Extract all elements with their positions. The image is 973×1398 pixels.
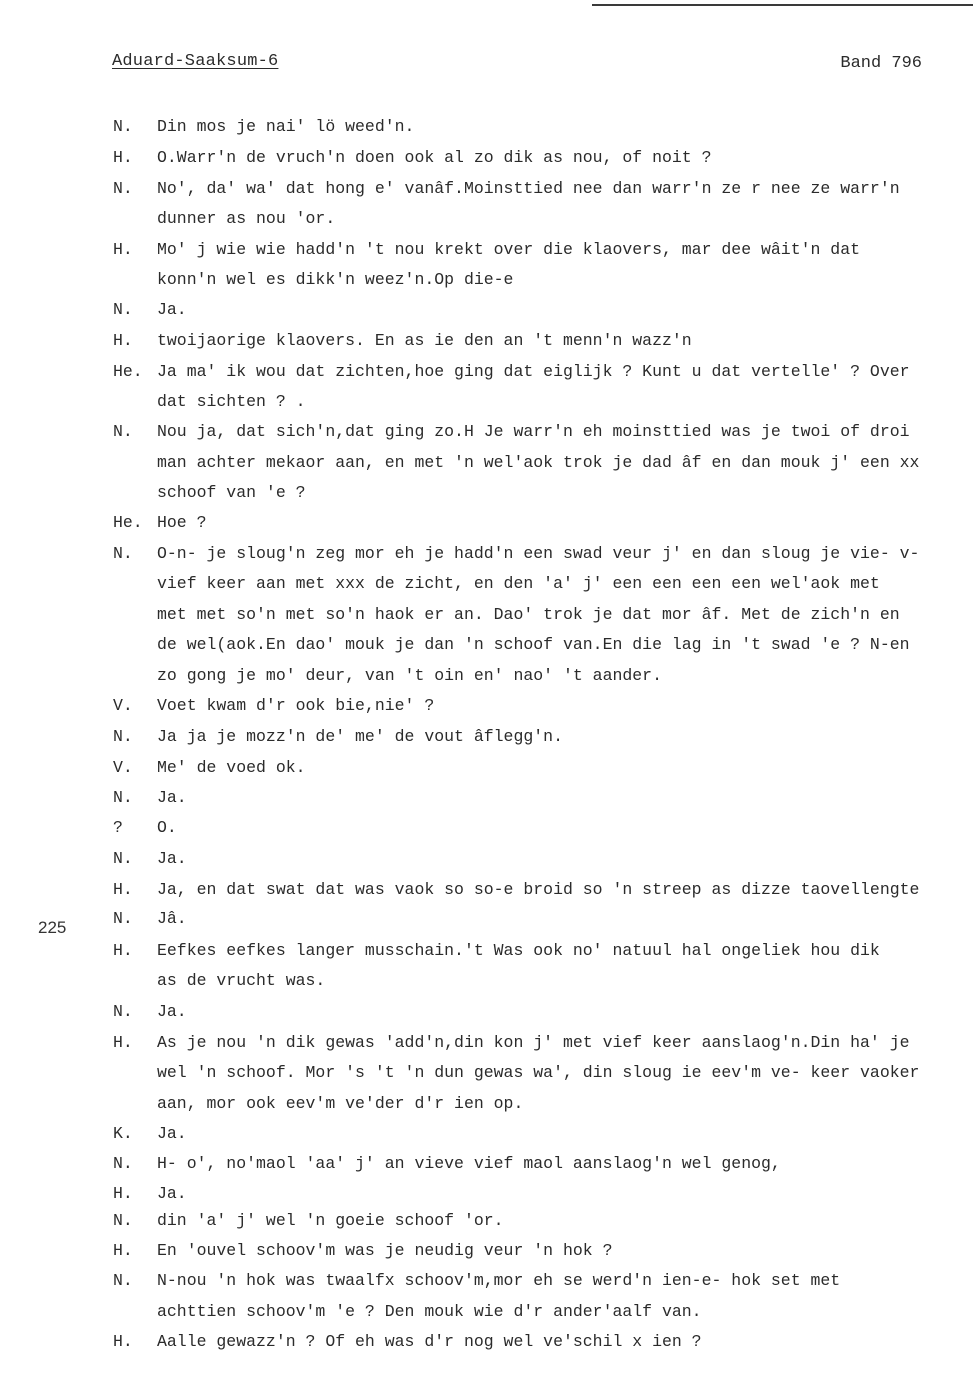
speaker-label: N.	[113, 422, 133, 441]
transcript-line	[0, 146, 973, 170]
utterance-text: As je nou 'n dik gewas 'add'n,din kon j' met vief keer aanslaog'n.Din ha' je	[157, 1033, 910, 1052]
utterance-text: konn'n wel es dikk'n weez'n.Op die-e	[157, 270, 514, 289]
speaker-label: H.	[113, 1184, 133, 1203]
transcript-line	[0, 1269, 973, 1293]
transcript-line	[0, 633, 973, 657]
speaker-label: He.	[113, 362, 143, 381]
speaker-label: H.	[113, 148, 133, 167]
utterance-text: zo gong je mo' deur, van 't oin en' nao' 't aander.	[157, 666, 662, 685]
utterance-text: H- o', no'maol 'aa' j' an vieve vief maol aanslaog'n wel genog,	[157, 1154, 781, 1173]
transcript-line	[0, 542, 973, 566]
utterance-text: Aalle gewazz'n ? Of eh was d'r nog wel ve'schil x ien ?	[157, 1332, 702, 1351]
transcript-line	[0, 907, 973, 931]
transcript-line	[0, 390, 973, 414]
speaker-label: H.	[113, 941, 133, 960]
speaker-label: H.	[113, 331, 133, 350]
transcript-line	[0, 511, 973, 535]
speaker-label: N.	[113, 544, 133, 563]
utterance-text: En 'ouvel schoov'm was je neudig veur 'n hok ?	[157, 1241, 613, 1260]
speaker-label: N.	[113, 1211, 133, 1230]
transcript-line	[0, 298, 973, 322]
transcript-line	[0, 847, 973, 871]
transcript-line	[0, 360, 973, 384]
transcript-line	[0, 756, 973, 780]
transcript-line	[0, 725, 973, 749]
utterance-text: Voet kwam d'r ook bie,nie' ?	[157, 696, 435, 715]
utterance-text: twoijaorige klaovers. En as ie den an 't menn'n wazz'n	[157, 331, 692, 350]
transcript-line	[0, 329, 973, 353]
utterance-text: met met so'n met so'n haok er an. Dao' trok je dat mor âf. Met de zich'n en	[157, 605, 900, 624]
transcript-line	[0, 420, 973, 444]
utterance-text: Jâ.	[157, 909, 187, 928]
speaker-label: N.	[113, 849, 133, 868]
speaker-label: N.	[113, 179, 133, 198]
utterance-text: wel 'n schoof. Mor 's 't 'n dun gewas wa', din sloug ie eev'm ve- keer vaoker	[157, 1063, 920, 1082]
utterance-text: de wel(aok.En dao' mouk je dan 'n schoof van.En die lag in 't swad 'e ? N-en	[157, 635, 910, 654]
speaker-label: N.	[113, 909, 133, 928]
transcript-line	[0, 1330, 973, 1354]
transcript-line	[0, 115, 973, 139]
transcript-line	[0, 481, 973, 505]
transcript-line	[0, 1122, 973, 1146]
speaker-label: H.	[113, 1332, 133, 1351]
speaker-label: N.	[113, 1002, 133, 1021]
transcript-line	[0, 238, 973, 262]
utterance-text: as de vrucht was.	[157, 971, 326, 990]
utterance-text: Me' de voed ok.	[157, 758, 306, 777]
utterance-text: Ja.	[157, 300, 187, 319]
speaker-label: H.	[113, 1241, 133, 1260]
tape-number: Band 796	[840, 54, 922, 73]
speaker-label: K.	[113, 1124, 133, 1143]
utterance-text: aan, mor ook eev'm ve'der d'r ien op.	[157, 1094, 524, 1113]
utterance-text: O.	[157, 818, 177, 837]
transcript-line	[0, 572, 973, 596]
speaker-label: He.	[113, 513, 143, 532]
speaker-label: N.	[113, 727, 133, 746]
utterance-text: man achter mekaor aan, en met 'n wel'aok trok je dad âf en dan mouk j' een xx	[157, 453, 920, 472]
utterance-text: Ja.	[157, 849, 187, 868]
transcript-line	[0, 603, 973, 627]
margin-counter: 225	[38, 918, 67, 937]
utterance-text: Ja, en dat swat dat was vaok so so-e broid so 'n streep as dizze taovellengte	[157, 880, 920, 899]
utterance-text: Ja.	[157, 1002, 187, 1021]
utterance-text: schoof van 'e ?	[157, 483, 306, 502]
transcript-line	[0, 878, 973, 902]
transcript-line	[0, 969, 973, 993]
utterance-text: Ja.	[157, 788, 187, 807]
document-title: Aduard-Saaksum-6	[112, 52, 279, 71]
speaker-label: V.	[113, 696, 133, 715]
utterance-text: No', da' wa' dat hong e' vanâf.Moinsttied nee dan warr'n ze r nee ze warr'n	[157, 179, 900, 198]
utterance-text: dunner as nou 'or.	[157, 209, 336, 228]
transcript-line	[0, 1152, 973, 1176]
utterance-text: Eefkes eefkes langer musschain.'t Was ook no' natuul hal ongeliek hou dik	[157, 941, 880, 960]
transcript-line	[0, 1000, 973, 1024]
transcript-line	[0, 1061, 973, 1085]
transcript-line	[0, 1031, 973, 1055]
utterance-text: dat sichten ? .	[157, 392, 306, 411]
speaker-label: N.	[113, 300, 133, 319]
transcript-line	[0, 1092, 973, 1116]
transcript-line	[0, 207, 973, 231]
transcript-line	[0, 1300, 973, 1324]
transcript-line	[0, 451, 973, 475]
speaker-label: N.	[113, 1271, 133, 1290]
transcript-line	[0, 268, 973, 292]
speaker-label: N.	[113, 1154, 133, 1173]
utterance-text: achttien schoov'm 'e ? Den mouk wie d'r ander'aalf van.	[157, 1302, 702, 1321]
utterance-text: Din mos je nai' lö weed'n.	[157, 117, 415, 136]
transcript-line	[0, 694, 973, 718]
transcript-line	[0, 939, 973, 963]
utterance-text: O-n- je sloug'n zeg mor eh je hadd'n een swad veur j' en dan sloug je vie- v-	[157, 544, 920, 563]
transcript-line	[0, 1182, 973, 1206]
transcript-line	[0, 816, 973, 840]
transcript-line	[0, 177, 973, 201]
utterance-text: Ja.	[157, 1124, 187, 1143]
utterance-text: vief keer aan met xxx de zicht, en den 'a' j' een een een een wel'aok met	[157, 574, 880, 593]
utterance-text: Ja ja je mozz'n de' me' de vout âflegg'n.	[157, 727, 563, 746]
utterance-text: N-nou 'n hok was twaalfx schoov'm,mor eh se werd'n ien-e- hok set met	[157, 1271, 841, 1290]
utterance-text: Mo' j wie wie hadd'n 't nou krekt over die klaovers, mar dee wâit'n dat	[157, 240, 861, 259]
speaker-label: H.	[113, 240, 133, 259]
speaker-label: V.	[113, 758, 133, 777]
utterance-text: Nou ja, dat sich'n,dat ging zo.H Je warr'n eh moinsttied was je twoi of droi	[157, 422, 910, 441]
speaker-label: ?	[113, 818, 123, 837]
utterance-text: din 'a' j' wel 'n goeie schoof 'or.	[157, 1211, 504, 1230]
utterance-text: Hoe ?	[157, 513, 207, 532]
transcript-line	[0, 786, 973, 810]
transcript-line	[0, 1209, 973, 1233]
speaker-label: H.	[113, 880, 133, 899]
transcript-line	[0, 664, 973, 688]
utterance-text: Ja.	[157, 1184, 187, 1203]
speaker-label: N.	[113, 117, 133, 136]
transcript-line	[0, 1239, 973, 1263]
speaker-label: N.	[113, 788, 133, 807]
utterance-text: Ja ma' ik wou dat zichten,hoe ging dat eiglijk ? Kunt u dat vertelle' ? Over	[157, 362, 910, 381]
utterance-text: O.Warr'n de vruch'n doen ook al zo dik as nou, of noit ?	[157, 148, 712, 167]
speaker-label: H.	[113, 1033, 133, 1052]
